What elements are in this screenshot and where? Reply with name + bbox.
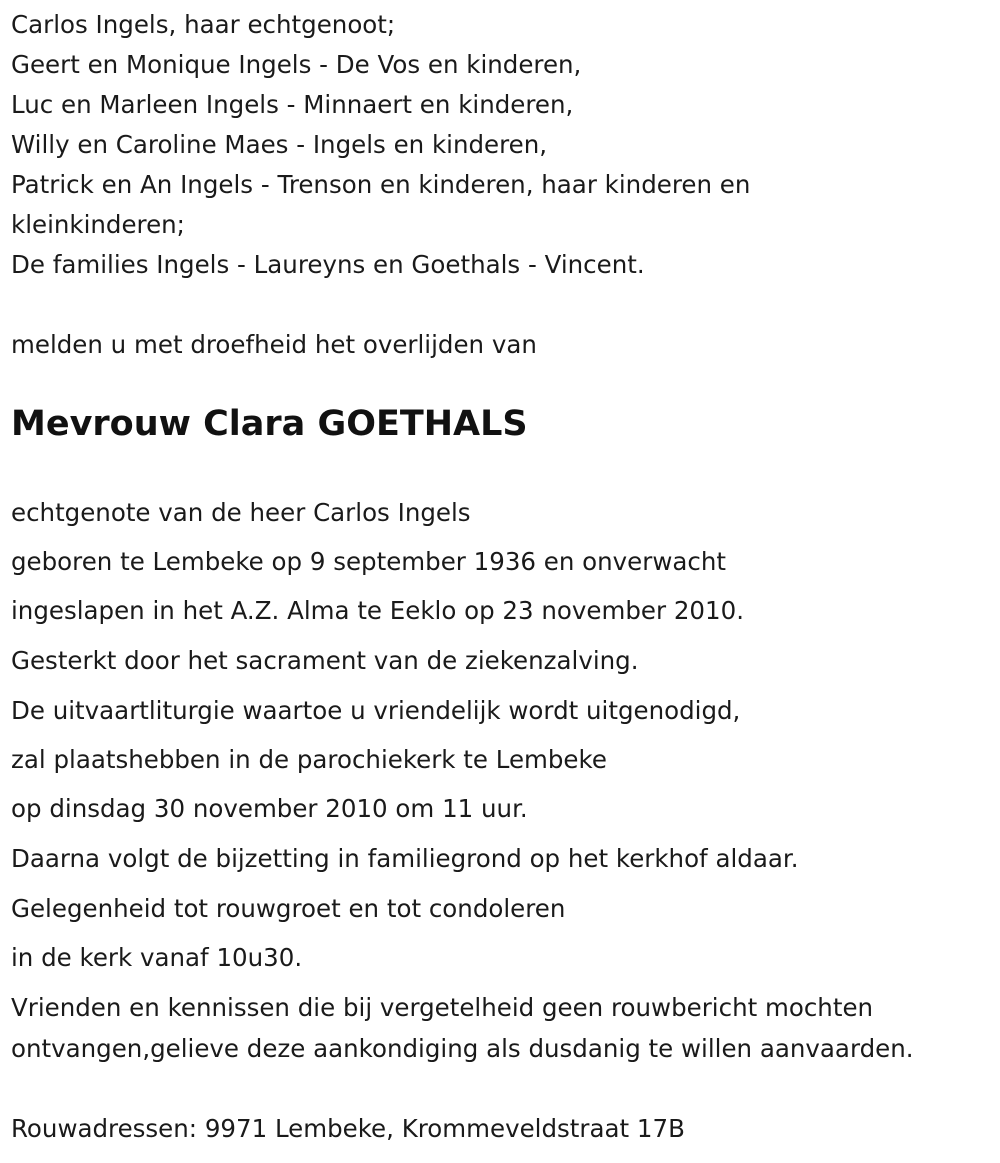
detail-line-10: in de kerk vanaf 10u30. (11, 943, 303, 972)
detail-line-5: De uitvaartliturgie waartoe u vriendelijk wordt uitgenodigd, (11, 696, 741, 725)
detail-line-4: Gesterkt door het sacrament van de ziekenzalving. (11, 646, 639, 675)
detail-line-12: ontvangen,gelieve deze aankondiging als dusdanig te willen aanvaarden. (11, 1034, 914, 1063)
deceased-name: Mevrouw Clara GOETHALS (11, 404, 528, 444)
family-line-5: Patrick en An Ingels - Trenson en kinderen, haar kinderen en (11, 170, 751, 199)
detail-line-6: zal plaatshebben in de parochiekerk te Lembeke (11, 745, 607, 774)
detail-line-2: geboren te Lembeke op 9 september 1936 en onverwacht (11, 547, 726, 576)
family-line-3: Luc en Marleen Ingels - Minnaert en kinderen, (11, 90, 574, 119)
family-line-6: kleinkinderen; (11, 210, 185, 239)
detail-line-8: Daarna volgt de bijzetting in familiegrond op het kerkhof aldaar. (11, 844, 799, 873)
address-text: Rouwadressen: 9971 Lembeke, Krommeveldstraat 17B (11, 1114, 685, 1143)
family-line-2: Geert en Monique Ingels - De Vos en kinderen, (11, 50, 582, 79)
family-line-7: De families Ingels - Laureyns en Goethals - Vincent. (11, 250, 645, 279)
announcement-text: melden u met droefheid het overlijden van (11, 330, 537, 359)
family-line-1: Carlos Ingels, haar echtgenoot; (11, 10, 396, 39)
detail-line-7: op dinsdag 30 november 2010 om 11 uur. (11, 794, 528, 823)
detail-line-11: Vrienden en kennissen die bij vergetelheid geen rouwbericht mochten (11, 993, 874, 1022)
family-line-4: Willy en Caroline Maes - Ingels en kinderen, (11, 130, 548, 159)
detail-line-3: ingeslapen in het A.Z. Alma te Eeklo op 23 november 2010. (11, 596, 744, 625)
detail-line-1: echtgenote van de heer Carlos Ingels (11, 498, 471, 527)
detail-line-9: Gelegenheid tot rouwgroet en tot condoleren (11, 894, 566, 923)
